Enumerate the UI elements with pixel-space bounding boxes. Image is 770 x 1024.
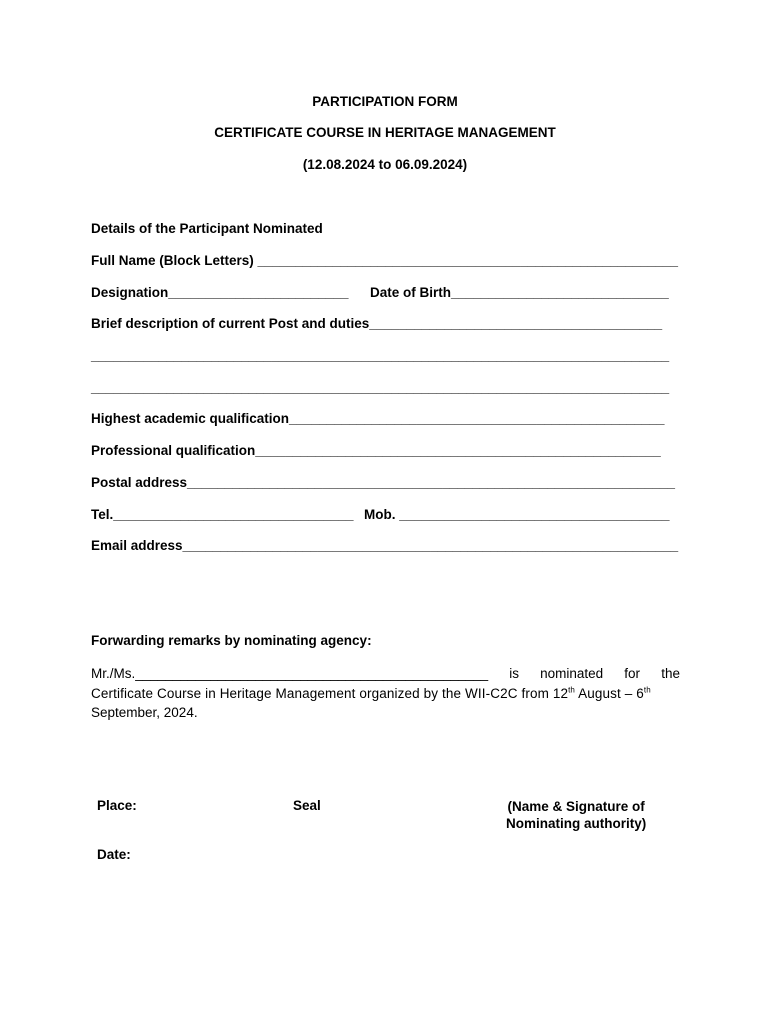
date-of-birth-field: Date of Birth_____________________________ (370, 285, 669, 300)
forwarding-line-3: September, 2024. (91, 705, 198, 720)
ordinal-suffix: th (643, 685, 651, 694)
place-label: Place: (97, 798, 137, 813)
ordinal-suffix: th (568, 685, 576, 694)
forwarding-paragraph (91, 664, 680, 723)
full-name-field: Full Name (Block Letters) ________________________________________________________ (91, 253, 678, 268)
name-signature-label (506, 798, 646, 832)
designation-field: Designation________________________ (91, 285, 349, 300)
seal-label: Seal (293, 798, 321, 813)
tel-field: Tel.________________________________ (91, 507, 354, 522)
forwarding-word: is (509, 666, 519, 681)
mob-field: Mob. ____________________________________ (364, 507, 670, 522)
form-title: PARTICIPATION FORM (312, 94, 458, 109)
description-blank-line: _____________________________________________________________________________ (91, 380, 670, 395)
name-signature-line-2: Nominating authority) (506, 816, 647, 831)
academic-qualification-field: Highest academic qualification__________________________________________________ (91, 411, 665, 426)
professional-qualification-field: Professional qualification______________________________________________________ (91, 443, 661, 458)
forwarding-line-2 (91, 684, 680, 704)
forwarding-word: for (624, 666, 641, 681)
postal-address-field: Postal address_________________________________________________________________ (91, 475, 676, 490)
course-dates: (12.08.2024 to 06.09.2024) (302, 157, 468, 172)
nominee-name-field: Mr./Ms._______________________________________________ (91, 666, 489, 681)
date-label: Date: (97, 847, 131, 862)
forwarding-line-2-text: Certificate Course in Heritage Management organized by the WII-C2C from 12 (91, 685, 569, 701)
name-signature-line-1: (Name & Signature of (507, 799, 645, 814)
description-blank-line: _____________________________________________________________________________ (91, 348, 670, 363)
course-title: CERTIFICATE COURSE IN HERITAGE MANAGEMENT (214, 125, 556, 140)
forwarding-word: the (661, 666, 680, 681)
forwarding-line-2-mid: August – 6 (575, 685, 644, 701)
forwarding-word: nominated (540, 666, 604, 681)
forwarding-line-1 (91, 664, 680, 684)
forwarding-section-title: Forwarding remarks by nominating agency: (91, 633, 372, 648)
participant-section-title: Details of the Participant Nominated (91, 221, 323, 236)
email-field: Email address__________________________________________________________________ (91, 538, 679, 553)
brief-description-field: Brief description of current Post and duties_______________________________________ (91, 316, 663, 331)
